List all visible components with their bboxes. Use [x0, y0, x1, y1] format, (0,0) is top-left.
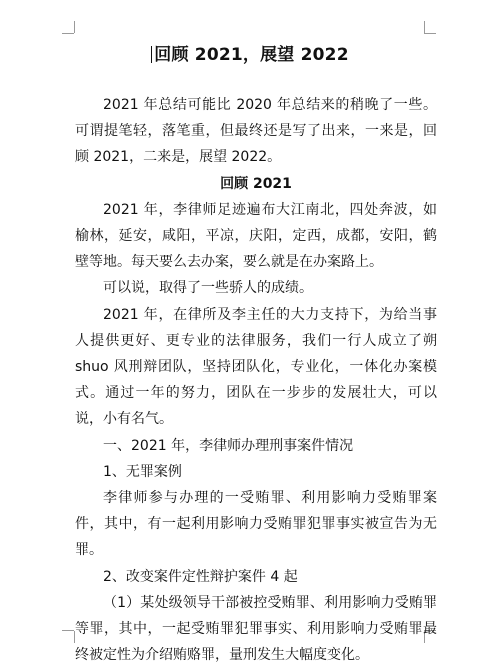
paragraph: 1、无罪案例 [103, 463, 182, 480]
paragraph: 可以说，取得了一些骄人的成绩。 [103, 280, 313, 297]
crop-mark [74, 21, 75, 33]
paragraph: 李律师参与办理的一受贿罪、利用影响力受贿罪案件，其中，有一起利用影响力受贿罪犯罪事实被宣告为无罪。 [75, 490, 437, 559]
section-heading: 回顾 2021 [220, 175, 292, 192]
document-title [0, 40, 500, 65]
document-body [75, 92, 437, 668]
crop-mark [424, 33, 436, 34]
paragraph: 2021 年，李律师足迹遍布大江南北，四处奔波，如榆林，延安，咸阳，平凉，庆阳，定西，成都，安阳，鹤壁等地。每天要么去办案，要么就是在办案路上。 [75, 201, 437, 271]
crop-mark [424, 21, 425, 33]
paragraph: 2021 年总结可能比 2020 年总结来的稍晚了一些。可谓提笔轻，落笔重，但最终还是写了出来，一来是，回顾 2021，二来是，展望 2022。 [75, 97, 437, 166]
document-title-text: 回顾 2021，展望 2022 [154, 45, 349, 65]
paragraph: 一、2021 年，李律师办理刑事案件情况 [103, 437, 354, 454]
paragraph: （1）某处级领导干部被控受贿罪、利用影响力受贿罪等罪，其中，一起受贿罪犯罪事实、利用影响力受贿罪最终被定性为介绍贿赂罪，量刑发生大幅度变化。 [75, 594, 437, 664]
paragraph: 2、改变案件定性辩护案件 4 起 [103, 568, 298, 585]
crop-mark [62, 630, 74, 631]
paragraph: 2021 年，在律所及李主任的大力支持下，为给当事人提供更好、更专业的法律服务，我们一行人成立了朔 shuo 风刑辩团队，坚持团队化，专业化，一体化办案模式。通过一年的努力，团队在一步步的发展壮大，可以说，小有名气。 [75, 306, 437, 428]
crop-mark [62, 33, 74, 34]
text-cursor [151, 46, 152, 63]
